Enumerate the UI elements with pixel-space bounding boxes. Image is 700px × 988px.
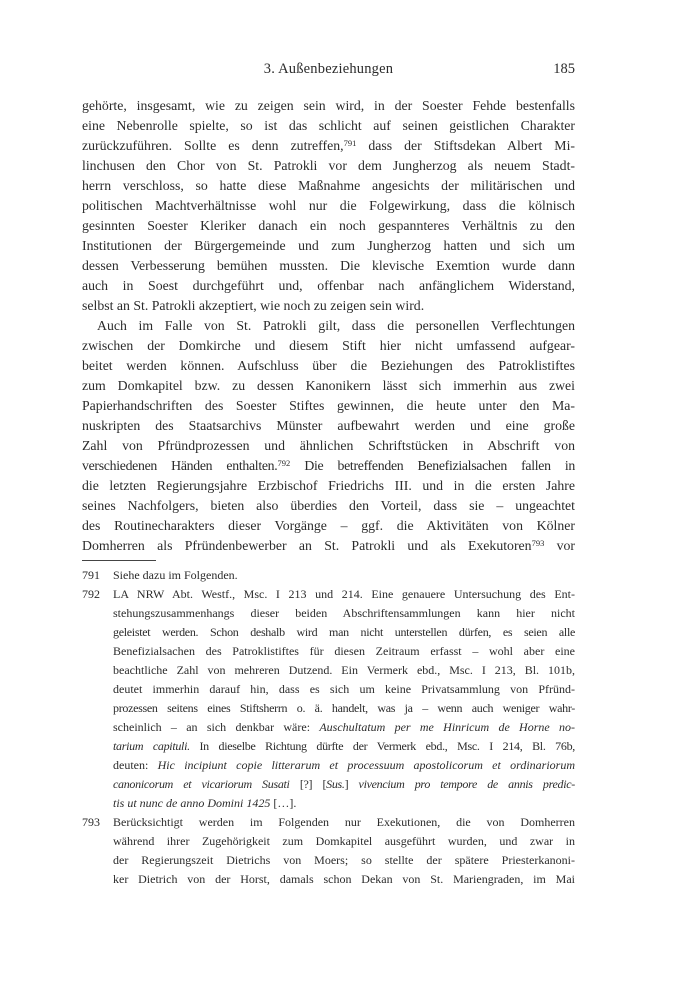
footnote-reference: 793 bbox=[531, 538, 545, 548]
footnote-item bbox=[82, 585, 575, 813]
text-run: dass der Stiftsdekan Albert Mi- bbox=[356, 138, 575, 153]
text-run: zurückzuführen. Sollte es denn zutreffen, bbox=[82, 138, 344, 153]
body-line bbox=[82, 176, 575, 196]
footnote-line bbox=[113, 813, 575, 832]
text-run: linchusen den Chor von St. Patrokli vor dem Jungherzog als neuem Stadt- bbox=[82, 158, 575, 173]
text-run: politischen Machtverhältnisse wohl nur die Folgewirkung, dass die kölnisch bbox=[82, 198, 575, 213]
section-title: 3. Außenbeziehungen bbox=[263, 61, 394, 77]
paragraph bbox=[82, 316, 575, 556]
text-run: auch in Soest durchgeführt und, offenbar nach anfänglichem Widerstand, bbox=[82, 278, 575, 293]
footnote-number: 793 bbox=[82, 815, 100, 829]
text-run: scheinlich – an sich denkbar wäre: bbox=[113, 720, 320, 734]
footnote-line bbox=[113, 775, 575, 794]
body-line bbox=[82, 276, 575, 296]
footnote-line bbox=[113, 566, 575, 585]
text-run: während ihrer Zugehörigkeit zum Domkapitel ausgeführt wurden, und zwar in bbox=[113, 834, 575, 848]
text-run: [?] [ bbox=[299, 777, 327, 791]
footnote-number: 791 bbox=[82, 568, 100, 582]
text-run: deutet immerhin darauf hin, dass es sich um keine Privatsammlung von Pfründ- bbox=[113, 682, 575, 696]
body-line bbox=[82, 396, 575, 416]
body-line bbox=[82, 456, 575, 476]
text-run: gehörte, insgesamt, wie zu zeigen sein wird, in der Soester Fehde bestenfalls bbox=[82, 98, 575, 113]
text-run: der Regierungszeit Dietrichs von Moers; so stellte der spätere Priesterkanoni- bbox=[113, 853, 575, 867]
text-run: Zahl von Pfründprozessen und ähnlichen Schriftstücken in Abschrift von bbox=[82, 438, 575, 453]
text-run: vor bbox=[544, 538, 575, 553]
footnote-line bbox=[113, 680, 575, 699]
text-run: beitet werden können. Aufschluss über die Beziehungen des Patroklistiftes bbox=[82, 358, 575, 373]
footnote-line bbox=[113, 794, 575, 813]
text-run: ] bbox=[344, 777, 359, 791]
footnote-line bbox=[113, 718, 575, 737]
text-run: herrn verschloss, so hatte diese Maßnahme angesichts der militärischen und bbox=[82, 178, 575, 193]
text-run: zwischen der Domkirche und diesem Stift hier nicht umfassend aufgear- bbox=[82, 338, 575, 353]
body-line bbox=[82, 516, 575, 536]
body-line bbox=[82, 476, 575, 496]
text-run: vivencium pro tempore de annis predic- bbox=[358, 777, 575, 791]
text-run: Sus. bbox=[326, 777, 345, 791]
footnote-line bbox=[113, 585, 575, 604]
footnote-line bbox=[113, 623, 575, 642]
text-run: beachtliche Zahl von mehreren Dutzend. Ein Vermerk ebd., Msc. I 213, Bl. 101b, bbox=[113, 663, 575, 677]
footnote-item bbox=[82, 813, 575, 889]
text-run: LA NRW Abt. Westf., Msc. I 213 und 214. Eine genauere Untersuchung des Ent- bbox=[113, 587, 575, 601]
footnote-line bbox=[113, 699, 575, 718]
text-run: verschiedenen Händen enthalten. bbox=[82, 458, 278, 473]
footnote-line bbox=[113, 604, 575, 623]
text-run: eine Nebenrolle spielte, so ist das schlicht auf seinen geistlichen Charakter bbox=[82, 118, 575, 133]
text-run: Benefizialsachen des Patroklistiftes für diesen Zeitraum erfasst – wohl aber eine bbox=[113, 644, 575, 658]
text-run: Siehe dazu im Folgenden. bbox=[113, 568, 238, 582]
body-line bbox=[82, 156, 575, 176]
text-run: tarium capituli. bbox=[113, 739, 190, 753]
text-run: prozessen seitens eines Stiftsherrn o. ä. handelt, was ja – wenn auch weniger wahr- bbox=[113, 701, 575, 715]
footnotes-block bbox=[82, 566, 575, 889]
text-run: Berücksichtigt werden im Folgenden nur Exekutionen, die von Domherren bbox=[113, 815, 575, 829]
text-run: selbst an St. Patrokli akzeptiert, wie noch zu zeigen sein wird. bbox=[82, 298, 425, 313]
body-line bbox=[82, 316, 575, 336]
text-run: Hic incipiunt copie litterarum et processuum apostolicorum et ordinariorum bbox=[157, 758, 575, 772]
footnote-reference: 791 bbox=[343, 138, 357, 148]
footnote-line bbox=[113, 756, 575, 775]
body-line bbox=[82, 96, 575, 116]
text-run: nuskripten des Staatsarchivs Münster aufbewahrt werden und eine große bbox=[82, 418, 575, 433]
footnote-reference: 792 bbox=[277, 458, 291, 468]
running-header bbox=[82, 61, 575, 78]
text-run: Auch im Falle von St. Patrokli gilt, dass die personellen Verflechtungen bbox=[97, 318, 575, 333]
body-line bbox=[82, 116, 575, 136]
text-run: deuten: bbox=[113, 758, 158, 772]
footnote-line bbox=[113, 737, 575, 756]
text-run: dessen Verbesserung bemühen mussten. Die klevische Exemtion wurde dann bbox=[82, 258, 575, 273]
text-run: die letzten Regierungsjahre Erzbischof Friedrichs III. und in die ersten Jahre bbox=[82, 478, 575, 493]
body-line bbox=[82, 296, 575, 316]
body-line bbox=[82, 216, 575, 236]
body-line bbox=[82, 416, 575, 436]
text-run: Auschultatum per me Hinricum de Horne no- bbox=[319, 720, 576, 734]
text-run: Die betreffenden Benefizialsachen fallen in bbox=[290, 458, 575, 473]
text-run: Domherren als Pfründenbewerber an St. Patrokli und als Exekutoren bbox=[82, 538, 532, 553]
paragraph bbox=[82, 96, 575, 316]
text-run: geleistet werden. Schon deshalb wird man nicht unterstellen dürfen, es seien alle bbox=[113, 625, 575, 639]
text-run: gesinnten Soester Kleriker danach ein noch gespannteres Verhältnis zu den bbox=[82, 218, 575, 233]
body-line bbox=[82, 496, 575, 516]
text-run: stehungszusammenhangs dieser beiden Abschriftensammlungen kann hier nicht bbox=[113, 606, 575, 620]
body-text bbox=[82, 96, 575, 556]
body-line bbox=[82, 436, 575, 456]
text-run: […]. bbox=[273, 796, 297, 810]
text-run: tis ut nunc de anno Domini 1425 bbox=[113, 796, 274, 810]
body-line bbox=[82, 256, 575, 276]
body-line bbox=[82, 376, 575, 396]
text-run: canonicorum et vicariorum Susati bbox=[113, 777, 300, 791]
footnote-item bbox=[82, 566, 575, 585]
page-number: 185 bbox=[553, 61, 575, 77]
text-run: seines Nachfolgers, bieten also überdies den Vorteil, dass sie – ungeachtet bbox=[82, 498, 575, 513]
body-line bbox=[82, 196, 575, 216]
body-line bbox=[82, 356, 575, 376]
body-line bbox=[82, 336, 575, 356]
footnote-line bbox=[113, 851, 575, 870]
footnote-line bbox=[113, 832, 575, 851]
body-line bbox=[82, 136, 575, 156]
footnote-line bbox=[113, 661, 575, 680]
footnote-number: 792 bbox=[82, 587, 100, 601]
text-run: des Routinecharakters dieser Vorgänge – ggf. die Aktivitäten von Kölner bbox=[82, 518, 575, 533]
footnote-line bbox=[113, 642, 575, 661]
text-run: Papierhandschriften des Soester Stiftes gewinnen, die heute unter den Ma- bbox=[82, 398, 575, 413]
footnote-line bbox=[113, 870, 575, 889]
text-run: In dieselbe Richtung dürfte der Vermerk ebd., Msc. I 214, Bl. 76b, bbox=[189, 739, 575, 753]
body-line bbox=[82, 536, 575, 556]
text-run: Institutionen der Bürgergemeinde und zum Jungherzog hatten und sich um bbox=[82, 238, 575, 253]
body-line bbox=[82, 236, 575, 256]
text-run: ker Dietrich von der Horst, damals schon Dekan von St. Mariengraden, im Mai bbox=[113, 872, 575, 886]
footnote-separator bbox=[82, 560, 156, 561]
text-run: zum Domkapitel bzw. zu dessen Kanonikern lässt sich immerhin aus zwei bbox=[82, 378, 575, 393]
